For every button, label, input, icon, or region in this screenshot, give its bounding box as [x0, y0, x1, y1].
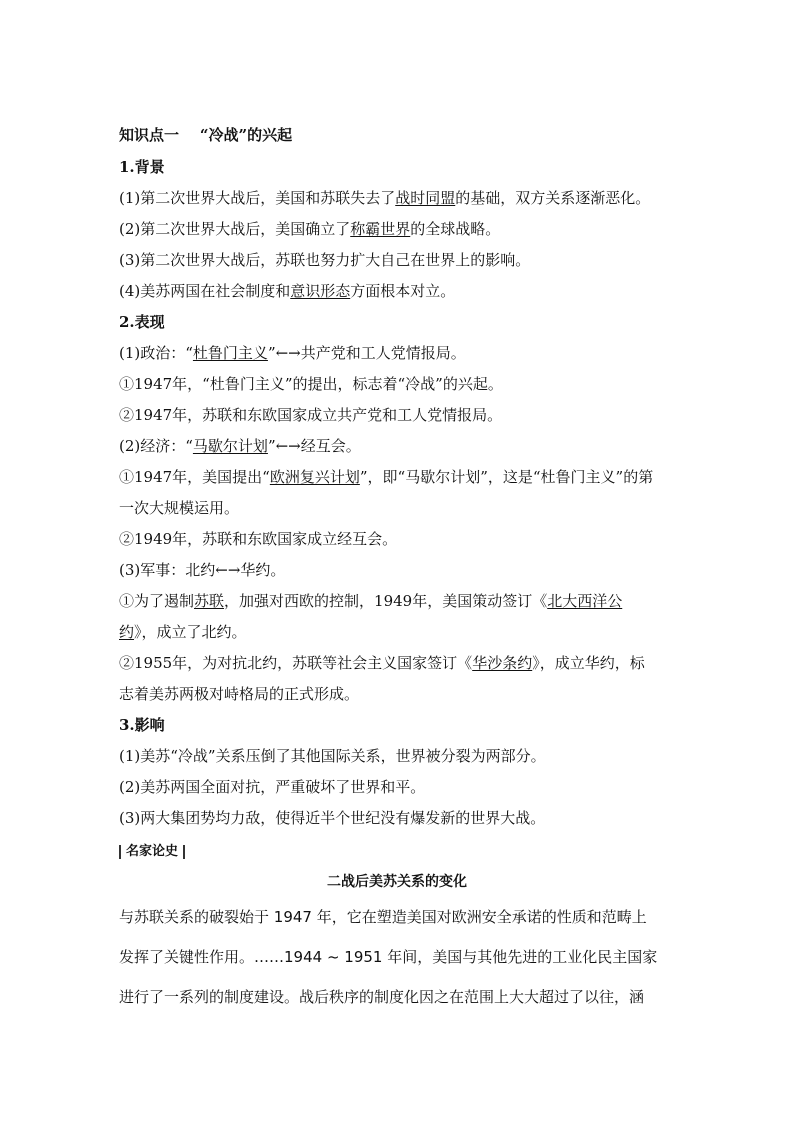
text-segment: ②1955年，为对抗北约，苏联等社会主义国家签订《	[119, 654, 473, 672]
politics-point-2: ②1947年，苏联和东欧国家成立共产党和工人党情报局。	[119, 406, 503, 424]
text-segment: 》，成立了北约。	[134, 623, 247, 641]
text-segment: ①为了遏制	[119, 592, 195, 610]
underlined-term: 杜鲁门主义	[192, 344, 268, 362]
politics-point-1: ①1947年，“杜鲁门主义”的提出，标志着“冷战”的兴起。	[119, 375, 503, 393]
text-segment: (1)第二次世界大战后，美国和苏联失去了	[119, 189, 396, 207]
underlined-term: 欧洲复兴计划	[269, 468, 360, 486]
text-segment: ”←→共产党和工人党情报局。	[267, 344, 466, 362]
military-point-1-cont	[119, 621, 679, 643]
economy-line	[119, 435, 679, 457]
economy-point-1-cont: 一次大规模运用。	[119, 499, 240, 517]
heading-title: “冷战”的兴起	[199, 126, 293, 144]
text-segment: 方面根本对立。	[350, 282, 456, 300]
underlined-term: 苏联	[194, 592, 225, 610]
text-segment: (4)美苏两国在社会制度和	[119, 282, 291, 300]
article-line-3: 进行了一系列的制度建设。战后秩序的制度化因之在范围上大大超过了以往，涵	[119, 988, 645, 1006]
background-item-2	[119, 218, 679, 240]
text-segment: 的全球战略。	[410, 220, 501, 238]
section-tag	[119, 843, 190, 861]
article-title: 二战后美苏关系的变化	[327, 874, 467, 890]
article-line-1: 与苏联关系的破裂始于 1947 年，它在塑造美国对欧洲安全承诺的性质和范畴上	[119, 908, 647, 926]
heading-prefix: 知识点一	[119, 126, 180, 144]
article-line-2: 发挥了关键性作用。……1944 ~ 1951 年间，美国与其他先进的工业化民主国家	[119, 948, 658, 966]
economy-point-2: ②1949年，苏联和东欧国家成立经互会。	[119, 530, 398, 548]
section-heading	[119, 124, 679, 146]
impact-item-2: (2)美苏两国全面对抗，严重破坏了世界和平。	[119, 778, 426, 796]
text-segment: (1)政治：“	[119, 344, 193, 362]
background-item-4	[119, 280, 679, 302]
text-segment: ”←→经互会。	[267, 437, 361, 455]
text-segment: (2)经济：“	[119, 437, 193, 455]
underlined-term: 意识形态	[290, 282, 351, 300]
underlined-term: 称霸世界	[350, 220, 411, 238]
underlined-term: 马歇尔计划	[192, 437, 268, 455]
tag-bar-left	[119, 845, 121, 859]
text-segment: 的基础，双方关系逐渐恶化。	[455, 189, 651, 207]
text-segment: ①1947年，美国提出“	[119, 468, 270, 486]
military-line: (3)军事：北约←→华约。	[119, 561, 286, 579]
text-segment: 》，成立华约，标	[532, 654, 645, 672]
subheading-background: 1.背景	[119, 158, 165, 176]
underlined-term: 北大西洋公	[547, 592, 623, 610]
underlined-term: 战时同盟	[395, 189, 456, 207]
impact-item-3: (3)两大集团势均力敌，使得近半个世纪没有爆发新的世界大战。	[119, 809, 546, 827]
text-segment: (3)第二次世界大战后，苏联也努力扩大自己在世界上的影响。	[119, 251, 531, 269]
economy-point-1	[119, 466, 679, 488]
subheading-impact: 3.影响	[119, 716, 165, 734]
text-segment: ，加强对西欧的控制，1949年，美国策动签订《	[224, 592, 548, 610]
subheading-manifestation: 2.表现	[119, 313, 165, 331]
tag-label: 名家论史	[126, 844, 179, 859]
military-point-2-cont: 志着美苏两极对峙格局的正式形成。	[119, 685, 360, 703]
impact-item-1: (1)美苏“冷战”关系压倒了其他国际关系，世界被分裂为两部分。	[119, 747, 546, 765]
background-item-1	[119, 187, 679, 209]
underlined-term: 华沙条约	[472, 654, 533, 672]
tag-bar-right	[183, 845, 185, 859]
text-segment: (2)第二次世界大战后，美国确立了	[119, 220, 351, 238]
politics-line	[119, 342, 679, 364]
underlined-term: 约	[119, 623, 135, 641]
text-segment: ”，即“马歇尔计划”，这是“杜鲁门主义”的第	[359, 468, 654, 486]
background-item-3	[119, 249, 679, 271]
military-point-1	[119, 590, 679, 612]
military-point-2	[119, 652, 679, 674]
